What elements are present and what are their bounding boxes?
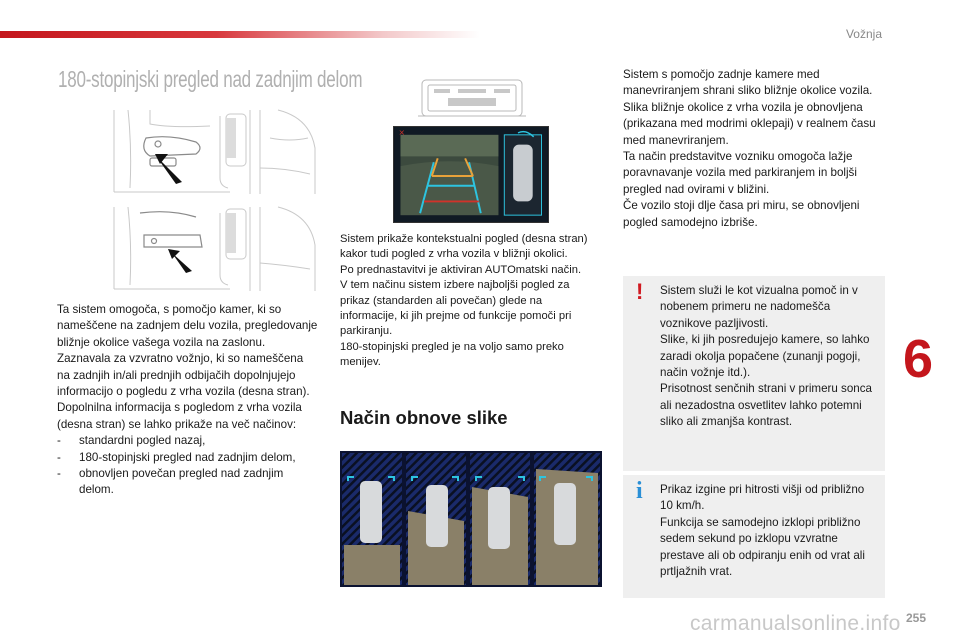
watermark: carmanualsonline.info [690, 612, 901, 635]
info-icon: i [636, 478, 643, 504]
frame-2 [406, 453, 466, 585]
warning-paragraph-2: Slike, ki jih posredujejo kamere, so lahko zaradi okolja popačene (zunanji pogoji, način vožnje itd.). [660, 333, 870, 380]
dashboard-monitor-illustration [418, 76, 526, 120]
chapter-name: Vožnja [845, 27, 882, 41]
info-text [660, 482, 880, 580]
view-modes-list [57, 433, 319, 499]
intro-text [57, 302, 319, 499]
frame-3 [470, 453, 530, 585]
list-item: - obnovljen povečan pregled nad zadnjim delom. [57, 466, 319, 499]
list-item: - 180-stopinjski pregled nad zadnjim delom, [57, 450, 319, 466]
intro-paragraph-1: Ta sistem omogoča, s pomočjo kamer, ki so nameščene na zadnjem delu vozila, pregledovanje bližnje okolice vašega vozila na zaslonu. Zaznavala za vzvratno vožnjo, ki so nameščena na zadnjih in/ali prednjih odbijačih dopolnjujejo informacijo o pogledu z vrha vozila (desna stran). [57, 303, 318, 399]
system-paragraph-3: V tem načinu sistem izbere najboljši pogled za prikaz (standarden ali povečan) glede na informacije, ki jih prejme od funkcije pomoči pri parkiranju. [340, 279, 572, 338]
warning-icon: ! [636, 279, 644, 304]
info-paragraph-1: Prikaz izgine pri hitrosti višji od približno 10 km/h. [660, 483, 865, 513]
restore-description [623, 67, 885, 231]
system-paragraph-4: 180-stopinjski pregled je na voljo samo preko menijev. [340, 340, 564, 369]
system-description [340, 232, 602, 371]
warning-paragraph-3: Prisotnost senčnih strani v primeru sonca ali nezadostna osvetlitev lahko potemni sliko ali zmanjša kontrast. [660, 382, 872, 429]
info-paragraph-2: Funkcija se samodejno izklopi približno sedem sekund po izklopu vzvratne prestave ali ob odpiranju enih od vrat ali prtljažnih vrat. [660, 515, 865, 579]
image-restore-heading: Način obnove slike [340, 407, 508, 428]
frame-1 [342, 453, 402, 585]
header-accent-bar [0, 31, 480, 38]
image-restore-sequence [340, 451, 602, 587]
warning-box [623, 276, 885, 471]
info-box [623, 475, 885, 598]
rear-camera-illustration-bottom [110, 205, 320, 295]
restore-paragraph-3: Če vozilo stoji dlje časa pri miru, se obnovljeni pogled samodejno izbriše. [623, 199, 860, 229]
warning-paragraph-1: Sistem služi le kot vizualna pomoč in v nobenem primeru ne nadomešča voznikove pazljivosti. [660, 284, 858, 330]
chapter-number: 6 [903, 329, 934, 389]
svg-text:×: × [398, 127, 406, 137]
restore-paragraph-1: Sistem s pomočjo zadnje kamere med manevriranjem shrani sliko bližnje okolice vozila. Slika bližnje okolice z vrha vozila je obnovljena (prikazana med modrimi oklepaji) v realnem času med manevriranjem. [623, 68, 876, 147]
system-paragraph-1: Sistem prikaže kontekstualni pogled (desna stran) kakor tudi pogled z vrha vozila v bližnji okolici. [340, 233, 588, 261]
intro-paragraph-2: Dopolnilna informacija s pogledom z vrha vozila (desna stran) se lahko prikaže na več načinov: [57, 401, 302, 431]
rear-camera-illustration-top [110, 108, 320, 198]
camera-display-screen [393, 126, 549, 223]
section-title: 180-stopinjski pregled nad zadnjim delom [58, 66, 363, 92]
restore-paragraph-2: Ta način predstavitve vozniku omogoča lažje poravnavanje vozila med parkiranjem in boljši pregled nad ovirami v bližini. [623, 150, 857, 196]
system-paragraph-2: Po prednastavitvi je aktiviran AUTOmatski način. [340, 263, 582, 276]
warning-text [660, 283, 880, 431]
frame-4 [534, 453, 600, 585]
list-item: - standardni pogled nazaj, [57, 433, 319, 449]
page-number: 255 [905, 611, 926, 625]
